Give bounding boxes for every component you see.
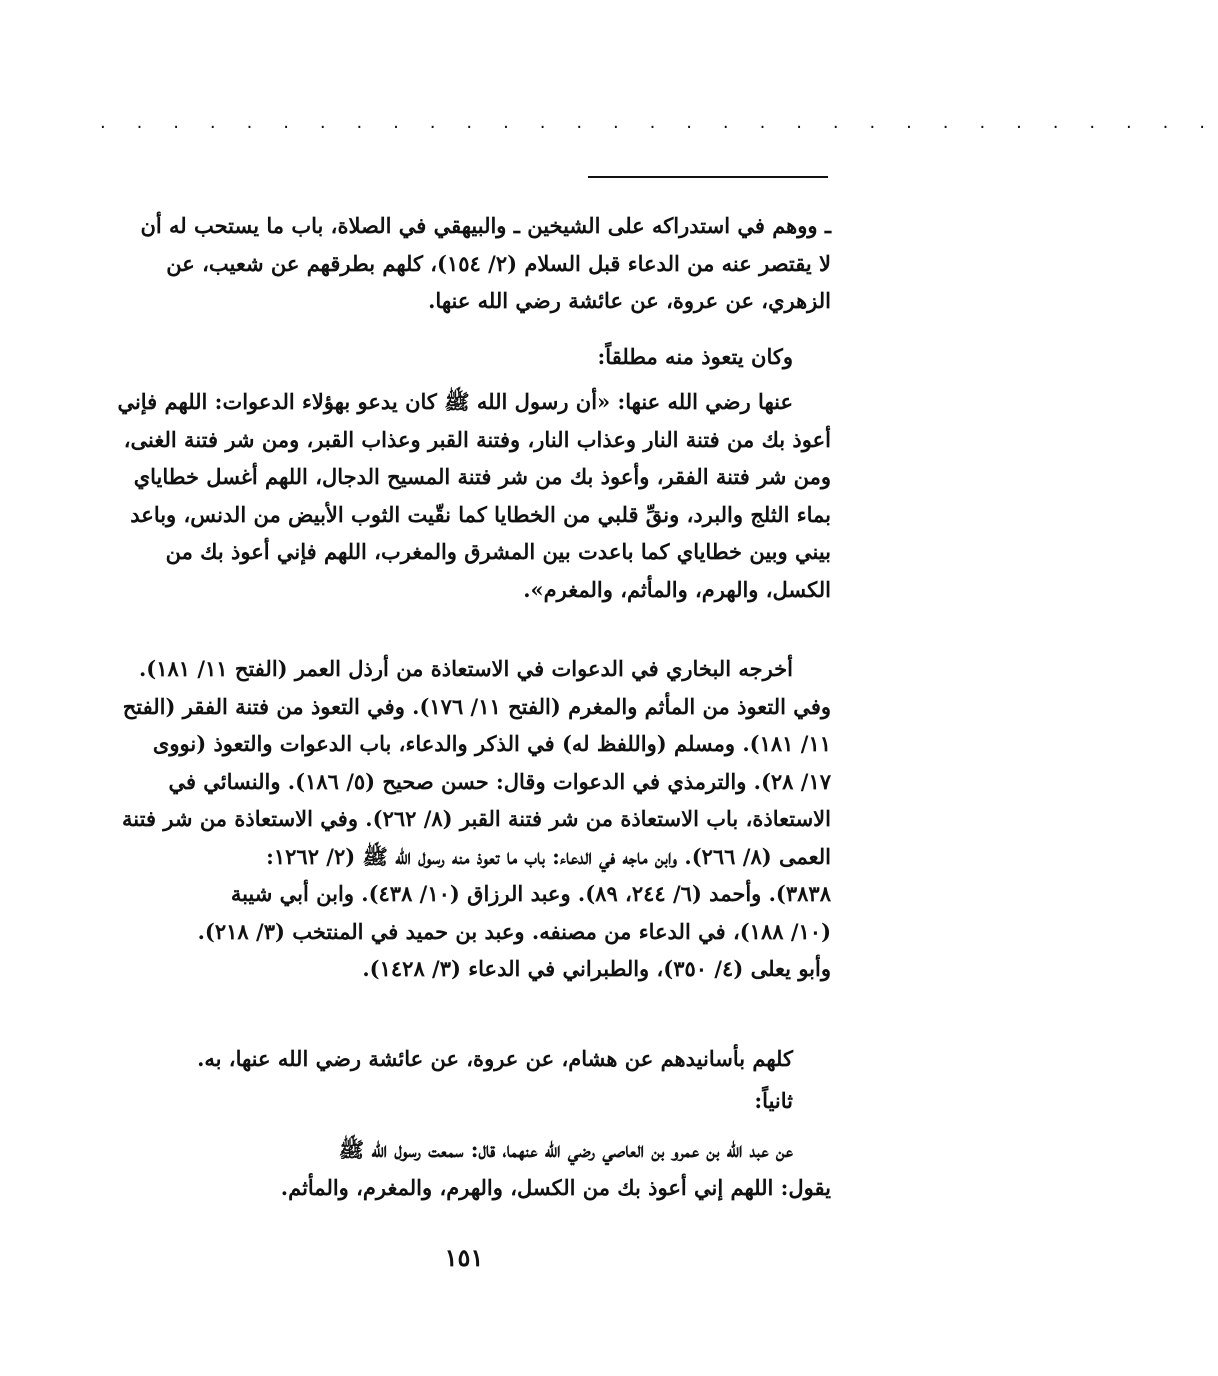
page-number: ١٥١ (444, 1243, 484, 1272)
isnad-paragraph (96, 1040, 831, 1078)
footnote-rule (588, 176, 828, 178)
footnote-text (96, 207, 831, 320)
isnad-line: كلهم بأسانيدهم عن هشام، عن عروة، عن عائشة رضي الله عنها، به. (197, 1046, 793, 1071)
takhrij-line: وأبو يعلى (٤/ ٣٥٠)، والطبراني في الدعاء (٣/ ١٤٢٨). (362, 956, 831, 981)
hadith-line: بماء الثلج والبرد، ونقِّ قلبي من الخطايا كما نقّيت الثوب الأبيض من الدنس، وباعد (130, 501, 831, 527)
footnote-line: ـ ووهم في استدراكه على الشيخين ـ والبيهقي في الصلاة، باب ما يستحب له أن (140, 213, 831, 238)
takhrij-line: ١٧/ ٢٨). والترمذي في الدعوات وقال: حسن صحيح (٥/ ١٨٦). والنسائي في (168, 768, 831, 794)
hadith-line: عنها رضي الله عنها: «أن رسول الله ﷺ كان يدعو بهؤلاء الدعوات: اللهم فإني (117, 389, 793, 414)
takhrij-line: الاستعاذة، باب الاستعاذة من شر فتنة القبر (٨/ ٢٦٢). وفي الاستعاذة من شر فتنة (122, 806, 831, 831)
takhrij-line: وفي التعوذ من المأثم والمغرم (الفتح ١١/ ١٧٦). وفي التعوذ من فتنة الفقر (الفتح (122, 693, 831, 719)
hadith-line: يقول: اللهم إني أعوذ بك من الكسل، والهرم، والمغرم، والمأثم. (280, 1174, 831, 1200)
dotted-separator: . . . . . . . . . . . . . . . . . . . . . . . . . . . . . . . (100, 112, 1218, 133)
takhrij-paragraph (96, 650, 831, 988)
hadith-line: عن عبد الله بن عمرو بن العاصي رضي الله عنهما، قال: سمعت رسول الله ﷺ (338, 1137, 793, 1162)
footnote-line: الزهري، عن عروة، عن عائشة رضي الله عنها. (428, 288, 831, 313)
section-heading-2 (96, 1082, 831, 1120)
hadith-paragraph-2 (96, 1131, 831, 1206)
takhrij-line: أخرجه البخاري في الدعوات في الاستعاذة من أرذل العمر (الفتح ١١/ ١٨١). (138, 656, 793, 681)
heading-text: وكان يتعوذ منه مطلقاً: (597, 344, 793, 369)
takhrij-line: ١١/ ١٨١). ومسلم (واللفظ له) في الذكر والدعاء، باب الدعوات والتعوذ (نووى (152, 731, 831, 756)
footnote-line: لا يقتصر عنه من الدعاء قبل السلام (٢/ ١٥٤)، كلهم بطرقهم عن شعيب، عن (166, 250, 831, 276)
heading-text: ثانياً: (754, 1088, 793, 1113)
takhrij-line: (١٠/ ١٨٨)، في الدعاء من مصنفه. وعبد بن حميد في المنتخب (٣/ ٢١٨). (197, 918, 831, 944)
hadith-line: بيني وبين خطاياي كما باعدت بين المشرق والمغرب، اللهم فإني أعوذ بك من (165, 539, 831, 564)
hadith-line: ومن شر فتنة الفقر، وأعوذ بك من شر فتنة المسيح الدجال، اللهم أغسل خطاياي (133, 464, 831, 489)
hadith-paragraph (96, 383, 831, 608)
section-heading (96, 338, 831, 376)
takhrij-line: ٣٨٣٨). وأحمد (٦/ ٢٤٤، ٨٩). وعبد الرزاق (١٠/ ٤٣٨). وابن أبي شيبة (230, 881, 831, 906)
takhrij-line: العمى (٨/ ٢٦٦). وابن ماجه في الدعاء: باب ما تعوذ منه رسول الله ﷺ (٢/ ١٢٦٢: (266, 843, 831, 869)
hadith-line: الكسل، والهرم، والمأثم، والمغرم». (523, 576, 831, 602)
hadith-line: أعوذ بك من فتنة النار وعذاب النار، وفتنة القبر وعذاب القبر، ومن شر فتنة الغنى، (123, 426, 831, 452)
